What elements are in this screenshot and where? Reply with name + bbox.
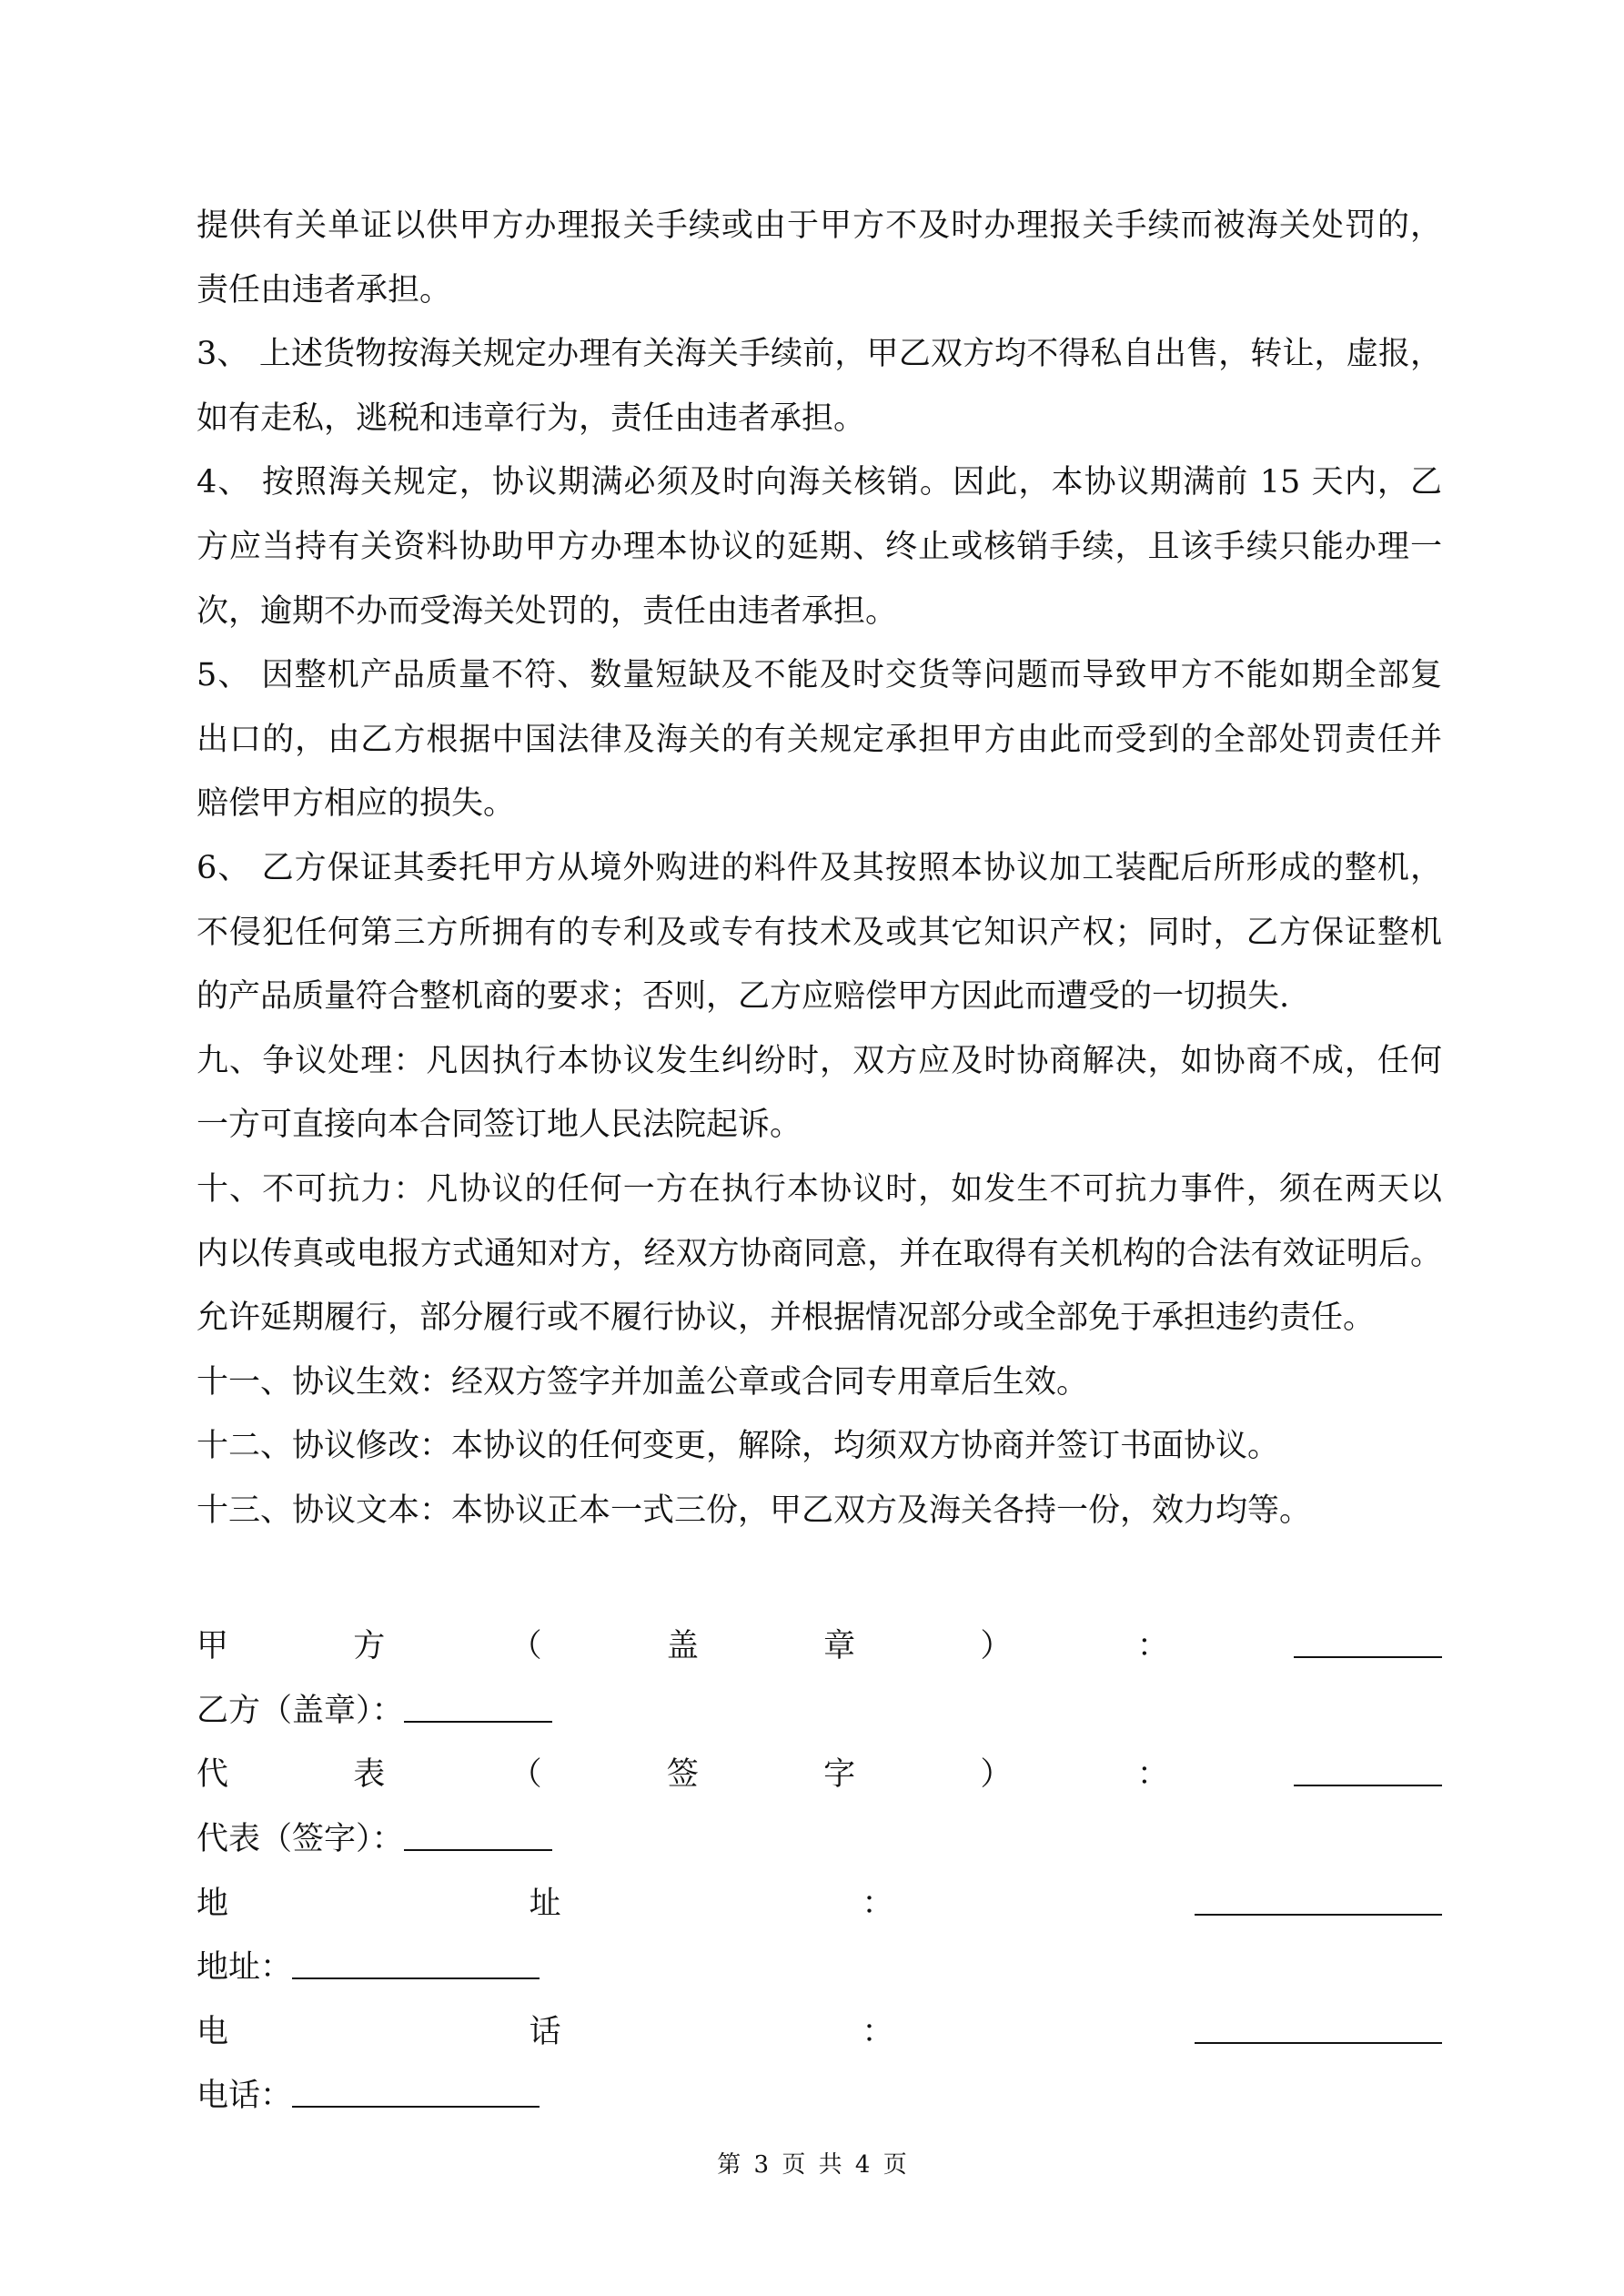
phone-b-label: 电话： <box>197 2078 293 2115</box>
page-footer: 第 3 页 共 4 页 <box>717 2151 907 2179</box>
label-char: ： <box>1136 1756 1169 1794</box>
contract-body <box>197 194 1442 1542</box>
label-char: 址 <box>529 1885 561 1922</box>
address-a-row <box>197 1868 1442 1933</box>
address-b-label: 地址： <box>197 1949 293 1987</box>
label-char: ） <box>980 1756 1013 1794</box>
fill-blank[interactable] <box>1195 1886 1442 1916</box>
fill-blank[interactable] <box>1195 2015 1442 2044</box>
label-char: （ <box>509 1756 542 1794</box>
text-line: 允许延期履行，部分履行或不履行协议，并根据情况部分或全部免于承担违约责任。 <box>197 1300 1376 1337</box>
label-char: 章 <box>823 1628 856 1665</box>
text-line: 赔偿甲方相应的损失。 <box>197 785 516 823</box>
rep-sign-b-blank[interactable] <box>404 1822 552 1851</box>
text-line: 如有走私，逃税和违章行为，责任由违者承担。 <box>197 400 866 437</box>
text-line: 十二、协议修改：本协议的任何变更，解除，均须双方协商并签订书面协议。 <box>197 1428 1280 1465</box>
party-b-seal-label: 乙方（盖章）： <box>197 1692 404 1729</box>
party-b-seal-row <box>197 1676 1442 1741</box>
rep-sign-b-label: 代表（签字）： <box>197 1821 404 1858</box>
rep-sign-b-row <box>197 1805 1442 1869</box>
fill-blank[interactable] <box>1294 1757 1442 1786</box>
label-char: 甲 <box>197 1628 229 1665</box>
label-char: 表 <box>353 1756 386 1794</box>
text-line: 十三、协议文本：本协议正本一式三份，甲乙双方及海关各持一份，效力均等。 <box>197 1492 1312 1529</box>
party-b-seal-blank[interactable] <box>404 1694 552 1723</box>
text-line: 的产品质量符合整机商的要求；否则，乙方应赔偿甲方因此而遭受的一切损失. <box>197 978 1290 1016</box>
text-line: 十、不可抗力：凡协议的任何一方在执行本协议时，如发生不可抗力事件，须在两天以 <box>197 1170 1442 1208</box>
text-line: 内以传真或电报方式通知对方，经双方协商同意，并在取得有关机构的合法有效证明后。 <box>197 1235 1442 1272</box>
text-line: 3、 上述货物按海关规定办理有关海关手续前，甲乙双方均不得私自出售，转让，虚报， <box>197 336 1442 373</box>
text-line: 一方可直接向本合同签订地人民法院起诉。 <box>197 1107 802 1144</box>
phone-a-row <box>197 1998 1442 2062</box>
label-char: ） <box>980 1628 1013 1665</box>
signature-block <box>197 1612 1442 2126</box>
label-char: 字 <box>823 1756 856 1794</box>
label-char: 话 <box>529 2013 561 2050</box>
fill-blank[interactable] <box>1294 1629 1442 1658</box>
label-char: （ <box>509 1628 542 1665</box>
label-char: ： <box>862 1885 894 1922</box>
label-char: ： <box>862 2013 894 2050</box>
party-a-seal-row <box>197 1612 1442 1676</box>
label-char: 签 <box>666 1756 699 1794</box>
label-char: 代 <box>197 1756 229 1794</box>
text-line: 九、争议处理：凡因执行本协议发生纠纷时，双方应及时协商解决，如协商不成，任何 <box>197 1042 1442 1079</box>
phone-b-blank[interactable] <box>292 2079 540 2108</box>
text-line: 十一、协议生效：经双方签字并加盖公章或合同专用章后生效。 <box>197 1363 1089 1401</box>
address-b-row <box>197 1933 1442 1998</box>
text-line: 4、 按照海关规定，协议期满必须及时向海关核销。因此，本协议期满前 15 天内，乙 <box>197 464 1442 501</box>
text-line: 6、 乙方保证其委托甲方从境外购进的料件及其按照本协议加工装配后所形成的整机， <box>197 849 1442 886</box>
label-char: 盖 <box>666 1628 699 1665</box>
label-char: 电 <box>197 2013 229 2050</box>
text-line: 责任由违者承担。 <box>197 271 452 308</box>
rep-sign-a-row <box>197 1740 1442 1805</box>
text-line: 方应当持有关资料协助甲方办理本协议的延期、终止或核销手续，且该手续只能办理一 <box>197 528 1442 565</box>
text-line: 次，逾期不办而受海关处罚的，责任由违者承担。 <box>197 592 898 630</box>
address-b-blank[interactable] <box>292 1950 540 1979</box>
label-char: ： <box>1136 1628 1169 1665</box>
text-line: 提供有关单证以供甲方办理报关手续或由于甲方不及时办理报关手续而被海关处罚的， <box>197 207 1442 244</box>
label-char: 方 <box>353 1628 386 1665</box>
text-line: 不侵犯任何第三方所拥有的专利及或专有技术及或其它知识产权；同时，乙方保证整机 <box>197 914 1442 951</box>
label-char: 地 <box>197 1885 229 1922</box>
phone-b-row <box>197 2061 1442 2126</box>
text-line: 出口的，由乙方根据中国法律及海关的有关规定承担甲方由此而受到的全部处罚责任并 <box>197 721 1442 758</box>
text-line: 5、 因整机产品质量不符、数量短缺及不能及时交货等问题而导致甲方不能如期全部复 <box>197 657 1442 694</box>
